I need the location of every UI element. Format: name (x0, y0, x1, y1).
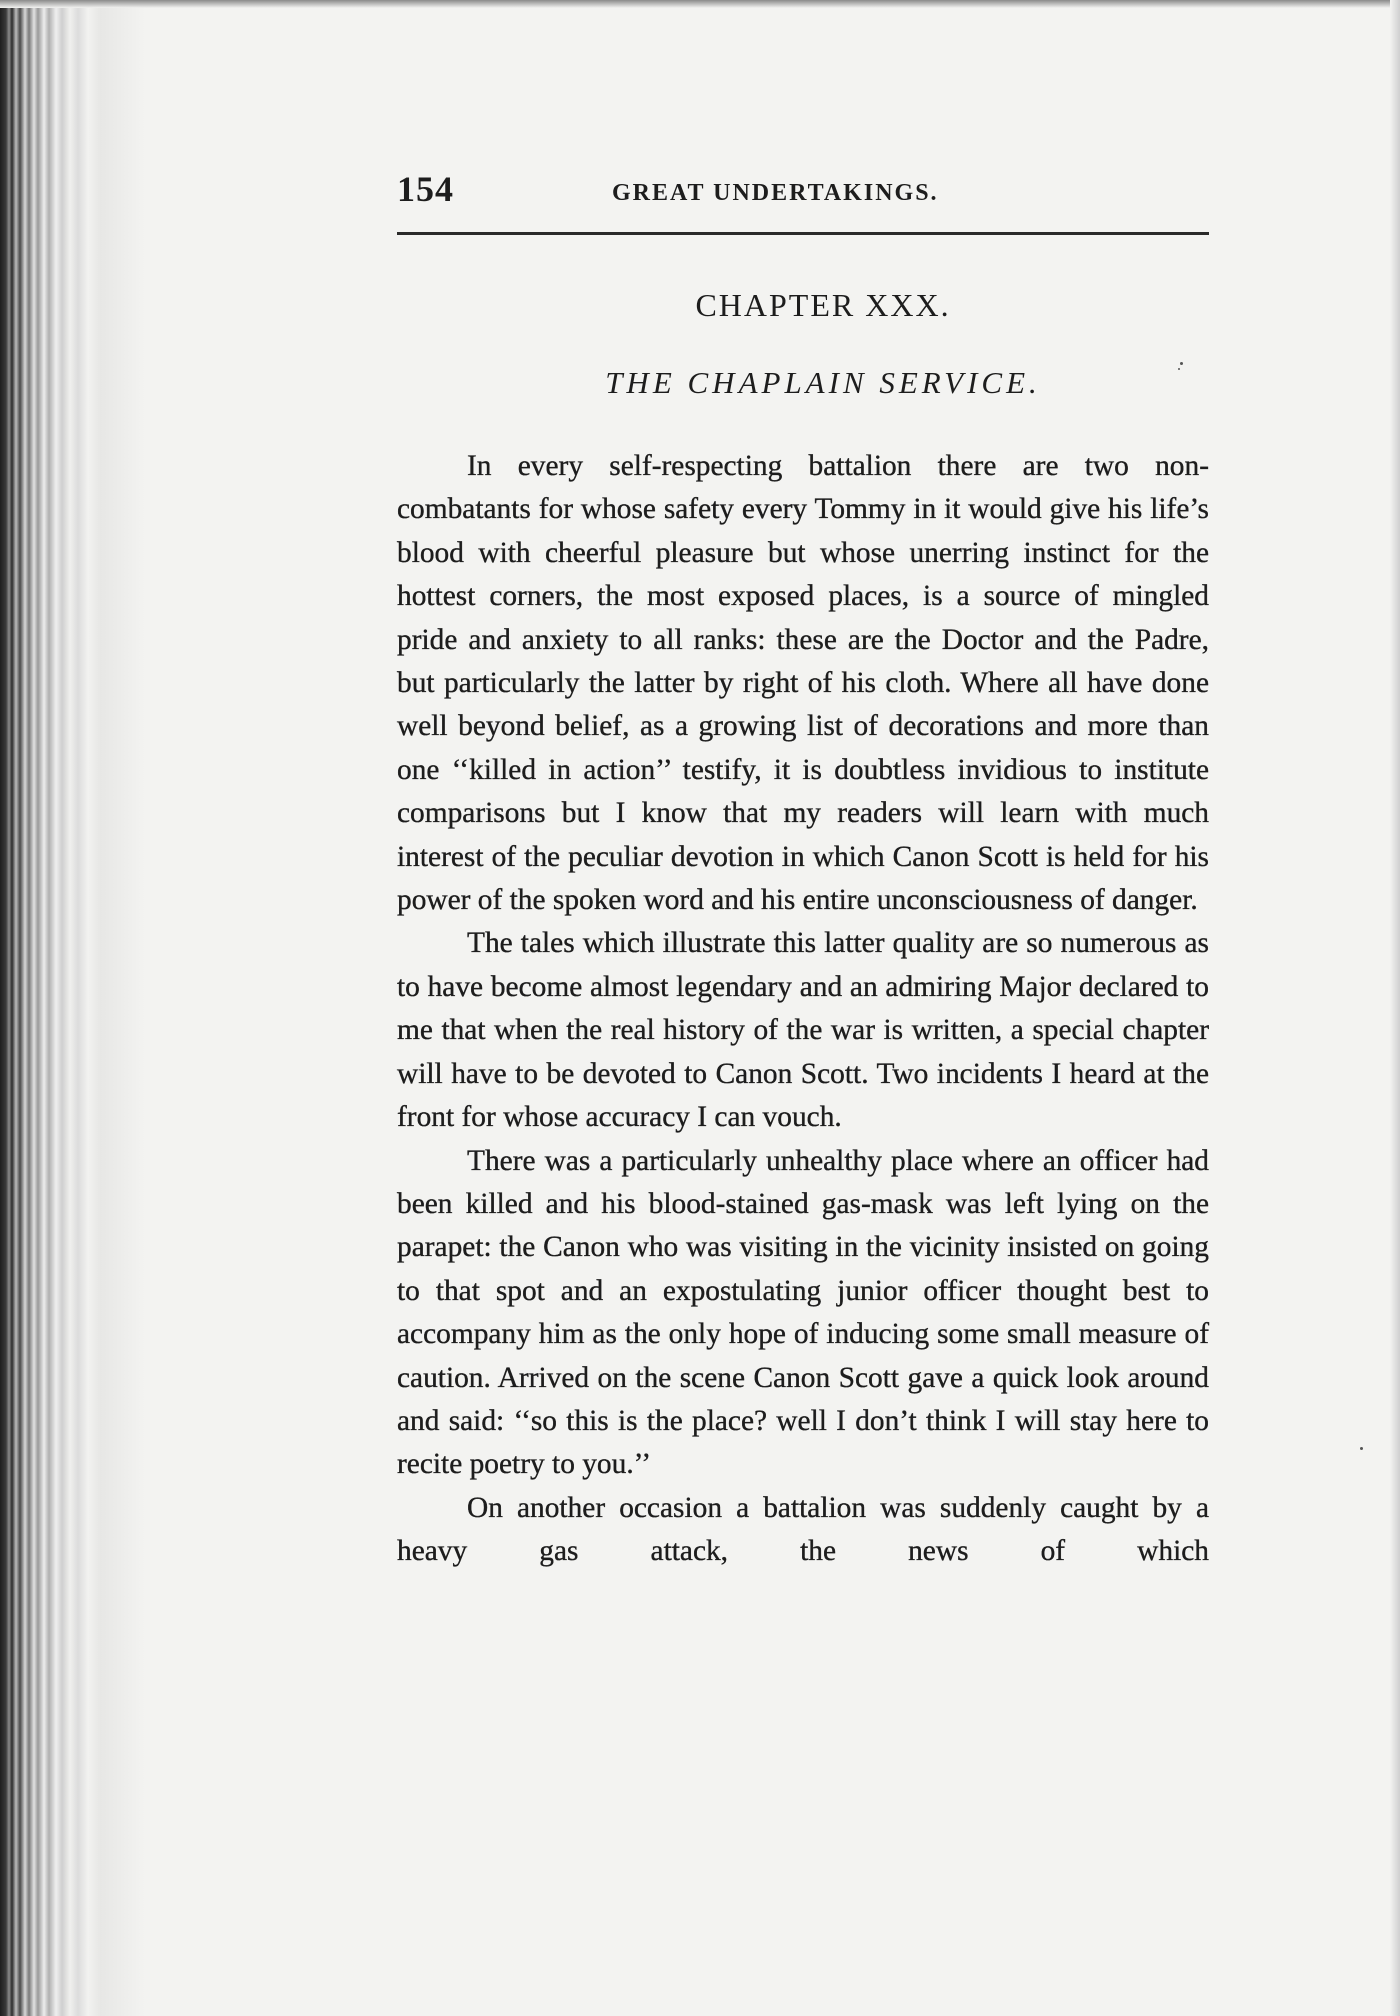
page-right-edge (1390, 0, 1400, 2016)
page-text-block (397, 168, 1209, 1574)
paragraph: In every self-respecting battalion there are two non-combatants for whose safety every Tommy in it would give his life’s blood with cheerful pleasure but whose unerring instinct for the hottest corners, the most exposed places, is a source of mingled pride and anxiety to all ranks: these are the Doctor and the Padre, but particularly the latter by right of his cloth. Where all have done well beyond belief, as a growing list of decorations and more than one ‘‘killed in action’’ testify, it is doubtless invidious to institute comparisons but I know that my readers will learn with much interest of the peculiar devotion in which Canon Scott is held for his power of the spoken word and his entire unconsciousness of danger. (397, 450, 1209, 917)
book-spine-edge (0, 0, 145, 2016)
body-text (397, 445, 1209, 1574)
page-number: 154 (397, 169, 454, 209)
running-title: GREAT UNDERTAKINGS. (612, 180, 939, 206)
scan-speck (1360, 1447, 1363, 1450)
chapter-title: THE CHAPLAIN SERVICE. (605, 365, 1041, 400)
chapter-heading: CHAPTER XXX. (695, 287, 951, 323)
paragraph: The tales which illustrate this latter quality are so numerous as to have become almost legendary and an admiring Major declared to me that when the real history of the war is written, a special chapter will have to be devoted to Canon Scott. Two incidents I heard at the front for whose accuracy I can vouch. (397, 927, 1209, 1134)
paragraph: There was a particularly unhealthy place where an officer had been killed and his blood-stained gas-mask was left lying on the parapet: the Canon who was visiting in the vicinity insisted on going to that spot and an expostulating junior officer thought best to accompany him as the only hope of inducing some small measure of caution. Arrived on the scene Canon Scott gave a quick look around and said: ‘‘so this is the place? well I don’t think I will stay here to recite poetry to you.’’ (397, 1144, 1209, 1481)
header-rule (397, 232, 1209, 235)
running-head (397, 168, 1209, 216)
page-top-edge (0, 0, 1400, 8)
paragraph: On another occasion a battalion was suddenly caught by a heavy gas attack, the news of which (397, 1491, 1209, 1568)
